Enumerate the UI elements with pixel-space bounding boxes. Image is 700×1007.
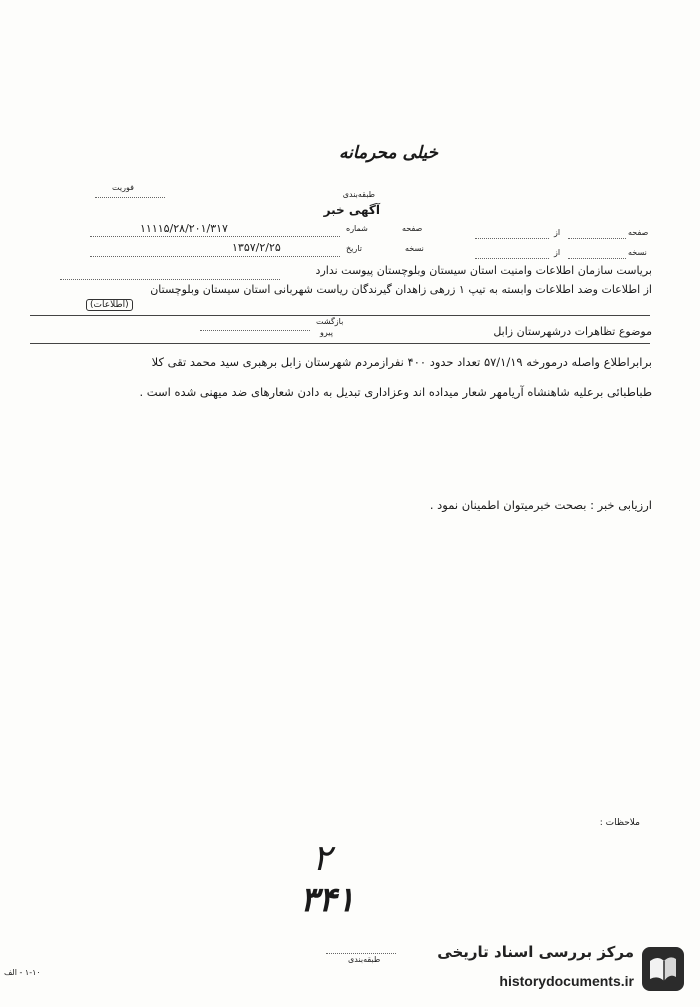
- page-label: صفحه: [628, 228, 649, 237]
- recipient-dots: [60, 279, 280, 280]
- number-value: ۱۱۱۱۵/۲۸/۲۰۱/۳۱۷: [140, 222, 228, 235]
- handwritten-number: ۳۴۱: [300, 880, 355, 920]
- from-line: [475, 238, 549, 239]
- page-label-2: صفحه: [402, 224, 423, 233]
- bracket-text: (اطلاعات): [86, 299, 133, 311]
- date-value: ۱۳۵۷/۲/۲۵: [232, 241, 281, 254]
- followup-label: بازگشت: [316, 317, 344, 326]
- from-label: از: [554, 228, 561, 237]
- copy-label-2: نسخه: [405, 244, 424, 253]
- watermark-url: historydocuments.ir: [499, 973, 634, 989]
- notes-label: ملاحظات :: [599, 818, 640, 828]
- archive-book-icon: [640, 945, 686, 993]
- handwritten-mark: ۲: [312, 838, 332, 879]
- body-paragraph-1: برابراطلاع واصله درمورخه ۵۷/۱/۱۹ تعداد حدود ۴۰۰ نفرازمردم شهرستان زابل برهبری سید محمد تقی کلا: [151, 355, 652, 369]
- date-line: [90, 256, 340, 257]
- category-label: طبقه‌بندی: [342, 190, 375, 199]
- from-line-2: [475, 258, 549, 259]
- subject-underline: [30, 343, 650, 344]
- watermark-title: مرکز بررسی اسناد تاریخی: [437, 943, 634, 961]
- category-label-bottom: طبقه‌بندی: [348, 955, 381, 964]
- recipient-line: بریاست سازمان اطلاعات وامنیت استان سیستان وبلوچستان پیوست ندارد: [315, 264, 652, 277]
- urgency-line: [95, 197, 165, 198]
- followup-line: [200, 330, 310, 331]
- classification-top: خیلی محرمانه: [339, 143, 438, 163]
- urgency-label: فوریت: [112, 183, 134, 192]
- sender-line: از اطلاعات وضد اطلاعات وابسته به تیپ ۱ زرهی زاهدان گیرندگان ریاست شهربانی استان سیستان وبلوچستان: [150, 283, 652, 296]
- from-label-2: از: [554, 248, 561, 257]
- date-label: تاریخ: [346, 244, 362, 253]
- form-title: آگهی خبر: [323, 203, 380, 217]
- number-line: [90, 236, 340, 237]
- watermark-logo: [437, 937, 692, 1001]
- body-paragraph-2: طباطبائی برعلیه شاهنشاه آریامهر شعار میداده اند وعزاداری تبدیل به دادن شعارهای ضد میهنی شده است .: [139, 385, 652, 399]
- category-line-bottom: [326, 953, 396, 954]
- subject-line: موضوع تظاهرات درشهرستان زابل: [493, 325, 652, 338]
- followup-sub: پیرو: [320, 328, 333, 337]
- sender-underline: [30, 315, 650, 316]
- number-label: شماره: [346, 224, 368, 233]
- news-assessment: ارزیابی خبر : بصحت خبرمیتوان اطمینان نمود .: [429, 498, 652, 512]
- page-line: [568, 238, 626, 239]
- copy-line: [568, 258, 626, 259]
- copy-label: نسخه: [628, 248, 647, 257]
- form-code: ۱-۱۰ - الف: [4, 968, 41, 977]
